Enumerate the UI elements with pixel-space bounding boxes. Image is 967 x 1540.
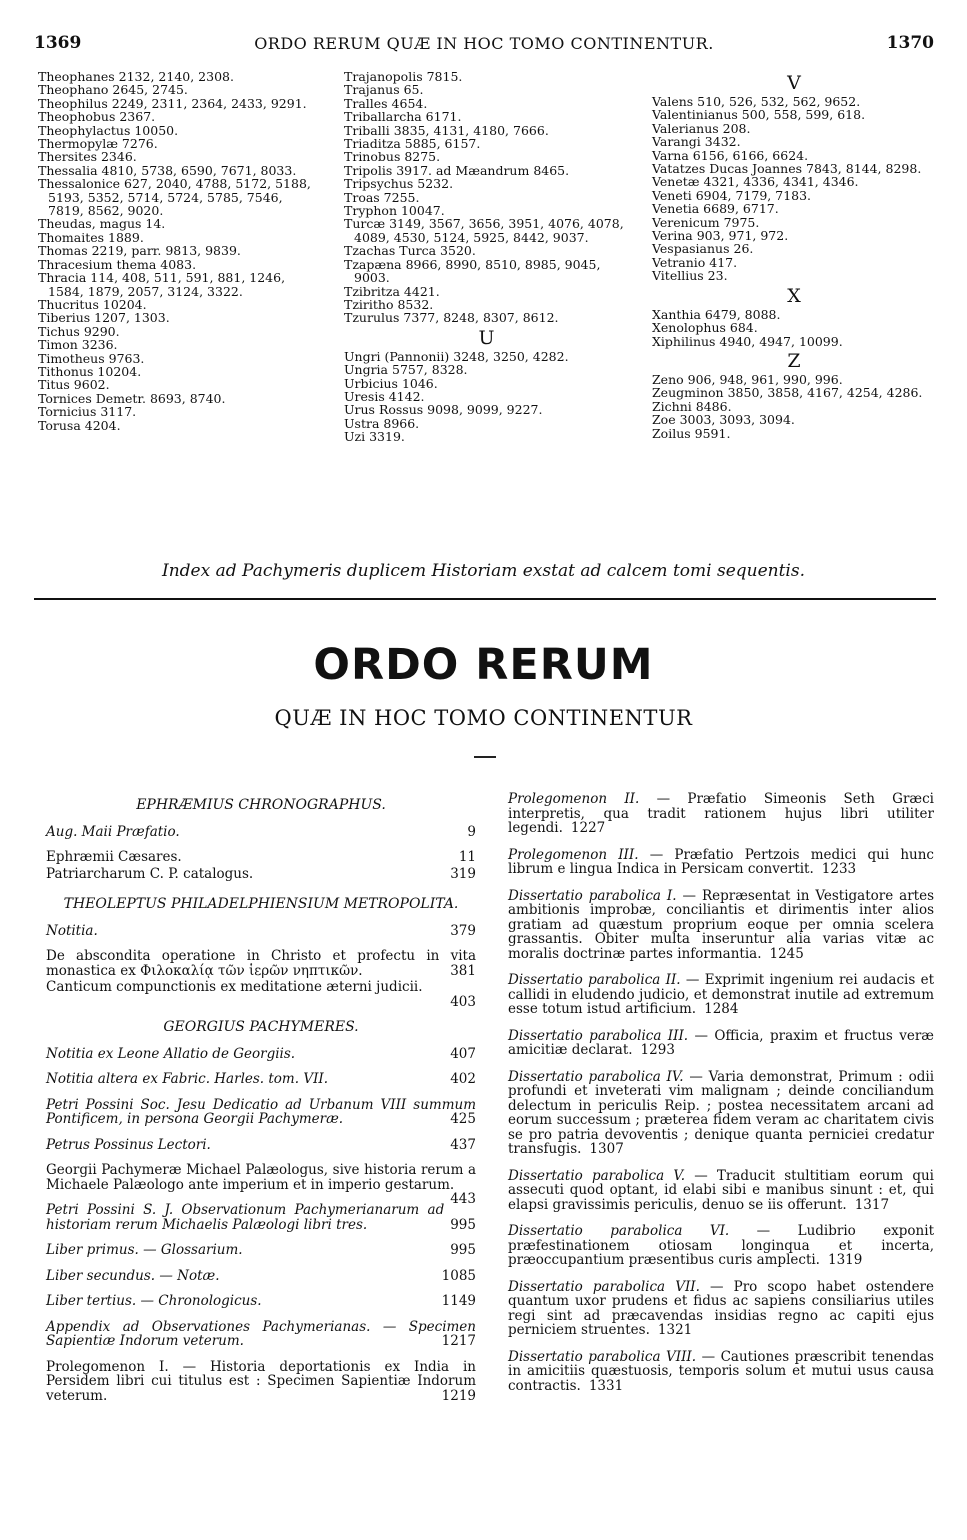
index-letter: U [478, 326, 495, 349]
toc-entry [508, 792, 934, 836]
toc-entry [46, 1162, 476, 1207]
toc-title: — Exprimit ingenium rei audacis et callidi in eludendo judicio, et demonstrat inutile ad extremum esse totum istud artificium. [508, 972, 935, 1017]
index-entry: Tzibritza 4421. [344, 283, 440, 299]
title-dash [474, 756, 496, 758]
toc-title: — Præfatio Pertzois medici qui hunc librum e lingua Indica in Persicam convertit. [508, 846, 934, 877]
toc-entry [46, 1243, 476, 1258]
index-entry: Urbicius 1046. [344, 375, 438, 391]
toc-entry [508, 1224, 934, 1268]
index-entry: Vetranio 417. [652, 254, 738, 270]
index-entry: Titus 9602. [38, 377, 110, 393]
toc-entry [508, 848, 934, 877]
toc-entry [46, 1072, 476, 1087]
toc-title: Prolegomenon I. — Historia deportationis ex India in Persidem libri cui titulus est : Specimen Sapientiæ Indorum veterum. [46, 1358, 476, 1404]
toc-title: Liber secundus. — Notæ. [46, 1267, 220, 1284]
toc-entry [508, 1169, 934, 1213]
toc-page: 443 [450, 1191, 476, 1207]
toc-title: — Ludibrio exponit præfestinationem otiosam longinqua et incerta, præoccupantium præsentibus curis amplecti. [508, 1223, 934, 1268]
page-number-right: 1370 [886, 33, 934, 53]
toc-page: 1085 [441, 1267, 476, 1284]
toc-page: 381 [450, 962, 476, 979]
toc-entry [508, 1029, 934, 1058]
index-entry: Thermopylæ 7276. [38, 136, 158, 152]
toc-title: Liber tertius. — Chronologicus. [46, 1293, 262, 1309]
toc-page: 1217 [441, 1333, 476, 1349]
index-entry: Valens 510, 526, 532, 562, 9652. [652, 94, 861, 109]
toc-title: Petrus Possinus Lectori. [46, 1136, 211, 1153]
index-entry: Troas 7255. [344, 189, 420, 205]
index-entry: Torusa 4204. [38, 417, 121, 433]
main-title: ORDO RERUM [313, 640, 654, 690]
toc-heading: Dissertatio parabolica VII. [508, 1278, 700, 1295]
toc-title: Ephræmii Cæsares. [46, 849, 182, 865]
index-entry: Varna 6156, 6166, 6624. [652, 147, 809, 163]
index-entry: Tzapæna 8966, 8990, 8510, 8985, 9045, 9003. [344, 256, 601, 286]
index-entry: Ungria 5757, 8328. [344, 362, 468, 378]
toc-page: 1307 [589, 1141, 624, 1157]
index-entry: Triballarcha 6171. [344, 109, 462, 125]
toc-entry [46, 1360, 476, 1404]
index-letter: V [787, 72, 801, 94]
index-entry: Tornicius 3117. [38, 404, 137, 420]
toc-title: — Officia, praxim et fructus veræ amicitiæ declarat. [508, 1027, 934, 1058]
toc-right-column [508, 792, 934, 1405]
toc-page: 995 [450, 1216, 476, 1233]
index-entry: Varangi 3432. [652, 134, 741, 150]
index-entry: Urus Rossus 9098, 9099, 9227. [344, 402, 543, 418]
index-entry: Valerianus 208. [652, 120, 751, 136]
toc-entry [46, 825, 476, 840]
index-entry: Thessalia 4810, 5738, 6590, 7671, 8033. [38, 162, 297, 178]
index-entry: Venetæ 4321, 4336, 4341, 4346. [652, 174, 859, 190]
index-entry: Tryphon 10047. [344, 203, 445, 219]
toc-entry [46, 1098, 476, 1127]
toc-heading: Dissertatio parabolica VI. [508, 1223, 730, 1239]
toc-title: Notitia altera ex Fabric. Harles. tom. VII. [46, 1071, 329, 1087]
index-entry: Turcæ 3149, 3567, 3656, 3951, 4076, 4078, 4089, 4530, 5124, 5925, 8442, 9037. [344, 216, 624, 245]
toc-left-column [46, 792, 476, 1414]
toc-heading: Prolegomenon II. [508, 791, 640, 807]
index-entry: Valentinianus 500, 558, 599, 618. [652, 107, 866, 123]
index-entry: Theudas, magus 14. [38, 216, 166, 232]
main-subtitle: QUÆ IN HOC TOMO CONTINENTUR [274, 706, 693, 730]
index-entry: Tzachas Turca 3520. [344, 243, 476, 259]
toc-title: — Pro scopo habet ostendere quantum uxor prudens et fidus ac sapiens consiliarius utiles regi sint ad præcavendas insidias regno ac capiti ejus perniciem struentes. [508, 1278, 935, 1338]
section-heading: THEOLEPTUS PHILADELPHIENSIUM METROPOLITA. [63, 896, 459, 912]
index-entry: Verenicum 7975. [652, 214, 760, 230]
index-entry: Theophylactus 10050. [38, 122, 179, 138]
toc-page: 11 [458, 849, 476, 865]
toc-entry [46, 949, 476, 978]
index-entry: Zeno 906, 948, 961, 990, 996. [652, 371, 843, 387]
index-entry: Zichni 8486. [652, 398, 732, 414]
toc-heading: Dissertatio parabolica I. [508, 887, 677, 904]
toc-entry [46, 850, 476, 865]
index-entry: Venetia 6689, 6717. [652, 201, 779, 217]
toc-entry [46, 1047, 476, 1062]
index-entry: Vatatzes Ducas Joannes 7843, 8144, 8298. [652, 161, 922, 177]
running-title: ORDO RERUM QUÆ IN HOC TOMO CONTINENTUR. [254, 34, 714, 53]
toc-page: 379 [450, 922, 476, 939]
index-entry: Theophanes 2132, 2140, 2308. [38, 69, 234, 84]
toc-entry [508, 1070, 934, 1157]
toc-title: Liber primus. — Glossarium. [46, 1242, 243, 1258]
index-entry: Zeugminon 3850, 3858, 4167, 4254, 4286. [652, 385, 923, 401]
toc-entry [508, 889, 934, 962]
toc-page: 995 [450, 1242, 476, 1258]
toc-title: Notitia. [46, 922, 98, 939]
section-heading: GEORGIUS PACHYMERES. [163, 1019, 359, 1035]
toc-entry [508, 1280, 934, 1338]
index-entry: Vitellius 23. [652, 268, 728, 284]
index-entry: Thessalonice 627, 2040, 4788, 5172, 5188, 5193, 5352, 5714, 5724, 5785, 7546, 7819, 8562, 9020. [38, 176, 311, 219]
index-entry: Trinobus 8275. [344, 149, 441, 165]
index-entry: Thucritus 10204. [38, 296, 147, 312]
toc-page: 1321 [657, 1322, 693, 1338]
toc-page: 1284 [704, 1001, 739, 1017]
toc-page: 1317 [854, 1196, 890, 1213]
index-entry: Timon 3236. [38, 337, 118, 353]
index-entry: Verina 903, 971, 972. [652, 228, 789, 244]
toc-title: — Repræsentat in Vestigatore artes ambitionis improbæ, conciliantis et dirimentis inter alios gratiam ad quæstum proprium eoque per omnia scelera grassantis. Obiter multa inseruntur alia varias vitæ ac moralis doctrinæ partes informantia. [508, 887, 935, 962]
toc-entry [46, 1203, 476, 1232]
index-entry: Triballi 3835, 4131, 4180, 7666. [344, 122, 549, 138]
index-entry: Uzi 3319. [344, 429, 405, 445]
toc-page: 1319 [827, 1252, 863, 1268]
page-header [34, 33, 934, 55]
index-entry: Tripsychus 5232. [344, 176, 454, 192]
toc-page: 437 [450, 1136, 476, 1153]
index-entry: Thomas 2219, parr. 9813, 9839. [38, 243, 241, 259]
toc-heading: Dissertatio parabolica III. [508, 1027, 689, 1044]
section-heading: EPHRÆMIUS CHRONOGRAPHUS. [136, 797, 386, 813]
index-entry: Uresis 4142. [344, 388, 425, 404]
toc-title: De abscondita operatione in Christo et profectu in vita monastica ex Φιλοκαλίᾳ τῶν ἱερῶν νηπτικῶν. [46, 948, 476, 979]
toc-entry [46, 1138, 476, 1153]
toc-page: 1227 [570, 820, 606, 836]
toc-title: Aug. Maii Præfatio. [46, 823, 180, 840]
toc-title: — Præfatio Simeonis Seth Græci interpretis, qua tradit rationem hujus libri utiliter legendi. [508, 791, 934, 836]
index-entry: Zoe 3003, 3093, 3094. [652, 412, 795, 428]
index-entry: Vespasianus 26. [652, 241, 754, 257]
index-entry: Tithonus 10204. [38, 363, 142, 379]
toc-entry [46, 1269, 476, 1284]
index-entry: Xiphilinus 4940, 4947, 10099. [652, 333, 843, 349]
toc-page: 9 [467, 823, 476, 840]
toc-page: 1245 [769, 945, 804, 962]
index-column-1 [38, 70, 320, 432]
toc-entry [508, 1350, 934, 1394]
page-number-left: 1369 [34, 33, 82, 53]
index-entry: Ustra 8966. [344, 415, 420, 431]
index-letter: X [787, 284, 801, 307]
toc-title: Notitia ex Leone Allatio de Georgiis. [46, 1045, 296, 1062]
toc-entry [46, 1320, 476, 1349]
index-entry: Theophilus 2249, 2311, 2364, 2433, 9291. [38, 95, 307, 111]
index-entry: Tzurulus 7377, 8248, 8307, 8612. [344, 310, 559, 326]
index-entry: Trajanopolis 7815. [344, 69, 463, 84]
toc-page: 1293 [640, 1042, 675, 1058]
section-divider [34, 598, 936, 600]
index-entry: Thomaites 1889. [38, 229, 144, 245]
toc-heading: Prolegomenon III. [508, 846, 639, 863]
index-entry: Tornices Demetr. 8693, 8740. [38, 390, 226, 406]
index-entry: Tiberius 1207, 1303. [38, 310, 170, 326]
toc-page: 1219 [441, 1387, 476, 1404]
index-entry: Xanthia 6479, 8088. [652, 306, 781, 322]
toc-heading: Dissertatio parabolica V. [508, 1167, 686, 1184]
index-entry: Tichus 9290. [38, 323, 120, 339]
toc-title: Appendix ad Observationes Pachymerianas. — Specimen Sapientiæ Indorum veterum. [46, 1318, 476, 1349]
toc-heading: Dissertatio parabolica II. [508, 972, 681, 988]
toc-page: 1233 [821, 861, 857, 877]
index-entry: Zoilus 9591. [652, 425, 731, 441]
toc-title: — Traducit stultitiam eorum qui assecuti quod optant, id elabi sibi e manibus sinunt : et, qui elapsi gravissimis periculis, denuo se iis offerunt. [508, 1167, 934, 1213]
toc-entry [46, 980, 476, 1009]
toc-title: Georgii Pachymeræ Michael Palæologus, sive historia rerum a Michaele Palæologo ante imperium et in imperio gestarum. [46, 1162, 476, 1193]
toc-heading: Dissertatio parabolica VIII. [508, 1348, 697, 1365]
toc-title: Canticum compunctionis ex meditatione æterni judicii. [46, 979, 423, 995]
toc-page: 319 [450, 865, 476, 882]
toc-heading: Dissertatio parabolica IV. [508, 1068, 684, 1085]
index-entry: Thersites 2346. [38, 149, 137, 165]
toc-page: 407 [450, 1045, 476, 1062]
toc-page: 1331 [588, 1377, 624, 1394]
toc-title: — Varia demonstrat, Primum : odii profundi et inveterati vim malignam ; deinde conciliandum delectum in periculis Reip. ; postea necessitatem arcani ad eorum successum ; præterea fidem veram ac charitatem civis se pro patria devoventis ; denique quanta perniciei credatur transfugis. [508, 1068, 935, 1157]
toc-page: 425 [450, 1111, 476, 1127]
index-entry: Veneti 6904, 7179, 7183. [652, 187, 812, 203]
index-entry: Thracesium thema 4083. [38, 256, 197, 272]
index-entry: Tziritho 8532. [344, 296, 434, 312]
toc-title: — Cautiones præscribit tenendas in amicitiis quæstuosis, temporis solum et mutui usus causa contractis. [508, 1348, 934, 1394]
toc-page: 402 [450, 1071, 476, 1087]
index-entry: Triaditza 5885, 6157. [344, 136, 481, 152]
index-entry: Tripolis 3917. ad Mæandrum 8465. [344, 162, 570, 178]
index-note: Index ad Pachymeris duplicem Historiam exstat ad calcem tomi sequentis. [162, 561, 805, 581]
index-entry: Theophano 2645, 2745. [38, 82, 188, 98]
index-entry: Xenolophus 684. [652, 320, 758, 336]
index-column-3 [652, 70, 936, 440]
toc-entry [46, 867, 476, 882]
toc-entry [46, 924, 476, 939]
index-column-2 [344, 70, 629, 444]
index-entry: Theophobus 2367. [38, 109, 156, 125]
index-entry: Tralles 4654. [344, 95, 428, 111]
index-entry: Timotheus 9763. [38, 350, 145, 366]
index-entry: Thracia 114, 408, 511, 591, 881, 1246, 1584, 1879, 2057, 3124, 3322. [38, 270, 286, 299]
toc-page: 1149 [441, 1293, 476, 1309]
index-entry: Trajanus 65. [344, 82, 424, 98]
toc-title: Petri Possini Soc. Jesu Dedicatio ad Urbanum VIII summum Pontificem, in persona Georgii Pachymeræ. [46, 1096, 476, 1127]
toc-title: Petri Possini S. J. Observationum Pachymerianarum ad historiam rerum Michaelis Palæologi libri tres. [46, 1202, 445, 1233]
toc-title: Patriarcharum C. P. catalogus. [46, 865, 254, 882]
index-letter: Z [787, 349, 801, 372]
index-entry: Ungri (Pannonii) 3248, 3250, 4282. [344, 348, 569, 364]
toc-entry [46, 1294, 476, 1309]
toc-page: 403 [450, 993, 476, 1010]
toc-entry [508, 973, 934, 1017]
